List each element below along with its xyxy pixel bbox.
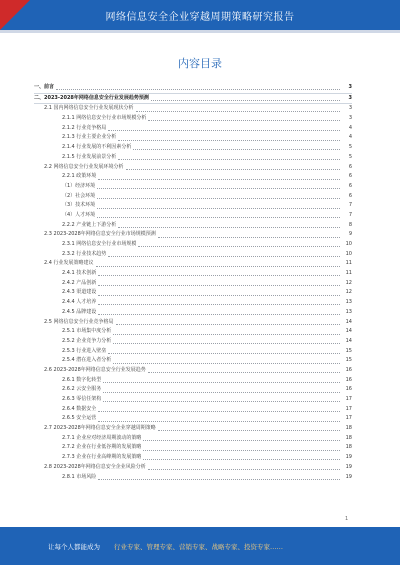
toc-leader-dots: [97, 208, 340, 209]
toc-entry-label: 2.4.1 技术创新: [62, 270, 97, 277]
report-title: 网络信息安全企业穿越周期策略研究报告: [105, 11, 295, 23]
toc-entry-page: 12: [345, 279, 352, 286]
toc-entry-label: （2）社会环境: [62, 192, 96, 199]
toc-leader-dots: [118, 140, 340, 141]
toc-heading: 内容目录: [178, 57, 222, 70]
toc-entry[interactable]: [34, 114, 352, 124]
toc-entry-page: 10: [345, 241, 352, 247]
toc-entry[interactable]: [34, 347, 352, 357]
toc-entry[interactable]: [34, 288, 352, 298]
toc-entry-page: 16: [345, 386, 352, 393]
toc-entry-page: 3: [348, 84, 352, 90]
toc-entry-page: 4: [348, 124, 352, 131]
footer-expertise-list: 行业专家、管理专家、营销专家、战略专家、投资专家……: [114, 542, 283, 551]
toc-entry-label: 2.7.2 企业在行业低谷期的发展策略: [62, 444, 142, 451]
toc-entry-page: 19: [345, 454, 352, 461]
toc-entry-page: 7: [348, 211, 352, 218]
toc-entry[interactable]: [34, 143, 352, 153]
toc-entry-page: 17: [345, 415, 352, 422]
toc-entry[interactable]: [34, 269, 352, 279]
toc-entry-label: 2.5 网络信息安全行业竞争格局: [44, 318, 114, 325]
toc-leader-dots: [143, 459, 340, 460]
toc-entry-label: 一、前言: [34, 84, 55, 90]
table-of-contents: [34, 83, 352, 482]
footer-band: [0, 527, 400, 565]
toc-entry-page: 15: [345, 347, 352, 354]
toc-entry[interactable]: [34, 376, 352, 386]
toc-entry-label: （4）人才环境: [62, 211, 96, 218]
toc-entry-page: 3: [348, 94, 352, 101]
header-band: [0, 0, 400, 30]
toc-entry-label: 2.1 国内网络信息安全行业发展现状分析: [44, 105, 134, 112]
toc-entry[interactable]: [34, 163, 352, 173]
toc-entry-label: 2.5.3 行业进入壁垒: [62, 347, 107, 354]
toc-entry-label: 2.1.1 网络信息安全行业市场规模分析: [62, 115, 147, 122]
header-divider: [0, 30, 400, 33]
toc-leader-dots: [103, 401, 340, 402]
toc-entry-page: 19: [345, 473, 352, 480]
toc-entry-page: 6: [348, 192, 352, 199]
toc-leader-dots: [136, 111, 340, 112]
toc-entry-page: 10: [345, 250, 352, 257]
toc-leader-dots: [113, 343, 340, 344]
toc-entry-label: （3）技术环境: [62, 202, 96, 209]
toc-entry[interactable]: [34, 366, 352, 376]
toc-entry[interactable]: [34, 424, 352, 434]
footer-slogan: 让每个人都能成为: [48, 542, 100, 551]
toc-leader-dots: [133, 149, 340, 150]
toc-leader-dots: [98, 314, 340, 315]
toc-entry[interactable]: [34, 221, 352, 231]
toc-entry-label: 2.7 2023-2028年网络信息安全企业穿越周期策略: [44, 425, 156, 432]
toc-entry-label: 二、2023-2028年网络信息安全行业发展趋势预测: [34, 94, 149, 101]
toc-entry[interactable]: [34, 259, 352, 269]
toc-leader-dots: [98, 179, 340, 180]
toc-entry-label: 2.8.1 市场风险: [62, 473, 97, 480]
toc-leader-dots: [158, 237, 340, 238]
toc-entry-page: 3: [348, 115, 352, 122]
toc-entry[interactable]: [34, 414, 352, 424]
toc-entry-page: 13: [345, 308, 352, 315]
toc-entry[interactable]: [34, 250, 352, 260]
toc-entry[interactable]: [34, 192, 352, 202]
toc-entry-label: 2.5.2 企业竞争力分析: [62, 337, 112, 344]
toc-leader-dots: [118, 159, 340, 160]
toc-leader-dots: [103, 392, 340, 393]
toc-entry[interactable]: [34, 308, 352, 318]
toc-entry-label: 2.1.3 行业主要企业分析: [62, 134, 117, 141]
toc-entry-label: 2.7.1 企业应对经济周期波动的策略: [62, 434, 142, 441]
toc-entry-label: 2.3.1 网络信息安全行业市场规模: [62, 241, 137, 247]
toc-entry-page: 17: [345, 405, 352, 412]
toc-entry-label: 2.8 2023-2028年网络信息安全企业风险分析: [44, 463, 146, 470]
toc-entry[interactable]: [34, 153, 352, 163]
toc-entry-page: 6: [348, 182, 352, 189]
toc-entry-page: 7: [348, 202, 352, 209]
toc-entry-page: 14: [345, 337, 352, 344]
toc-entry-page: 15: [345, 357, 352, 364]
toc-entry-page: 18: [345, 425, 352, 432]
toc-entry-page: 16: [345, 376, 352, 383]
toc-entry-label: 2.3.2 行业技术趋势: [62, 250, 107, 257]
toc-entry-page: 19: [345, 463, 352, 470]
toc-entry-page: 14: [345, 328, 352, 335]
toc-entry-page: 18: [345, 434, 352, 441]
toc-entry-page: 3: [348, 105, 352, 112]
toc-leader-dots: [96, 266, 340, 267]
toc-leader-dots: [148, 372, 340, 373]
toc-entry-label: 2.4 行业发展策略建议: [44, 260, 94, 267]
toc-leader-dots: [98, 304, 340, 305]
toc-entry-label: 2.6.3 零信任架构: [62, 396, 102, 402]
page-number: 1: [345, 516, 349, 522]
toc-entry-page: 9: [348, 231, 352, 238]
toc-entry[interactable]: [34, 327, 352, 337]
toc-leader-dots: [103, 382, 340, 383]
toc-entry[interactable]: [34, 211, 352, 221]
toc-entry-page: 13: [345, 299, 352, 306]
toc-entry-label: 2.1.5 行业发展前景分析: [62, 153, 117, 160]
toc-leader-dots: [126, 169, 340, 170]
toc-leader-dots: [108, 130, 340, 131]
toc-entry[interactable]: [34, 133, 352, 143]
toc-entry-label: 2.2.1 政策环境: [62, 173, 97, 180]
toc-leader-dots: [143, 450, 340, 451]
toc-entry[interactable]: [34, 473, 352, 483]
toc-entry-label: 2.2 网络信息安全行业发展环境分析: [44, 163, 124, 170]
toc-entry[interactable]: [34, 318, 352, 328]
toc-entry[interactable]: [34, 434, 352, 444]
toc-entry-label: 2.6 2023-2028年网络信息安全行业发展趋势: [44, 366, 146, 373]
toc-entry[interactable]: [34, 453, 352, 463]
toc-entry-page: 4: [348, 134, 352, 141]
toc-entry[interactable]: [34, 298, 352, 308]
toc-entry-label: 2.5.4 潜在进入者分析: [62, 357, 112, 364]
toc-entry-label: 2.1.4 行业发展的不利因素分析: [62, 144, 132, 151]
toc-entry-label: 2.5.1 市场集中度分析: [62, 328, 112, 335]
toc-entry-label: 2.3 2023-2028年网络信息安全行业市场规模预测: [44, 231, 156, 238]
toc-entry[interactable]: [34, 230, 352, 240]
toc-entry[interactable]: [34, 279, 352, 289]
toc-entry-label: 2.6.2 云安全服务: [62, 386, 102, 393]
toc-entry-page: 14: [345, 318, 352, 325]
toc-leader-dots: [138, 246, 340, 247]
toc-entry[interactable]: [34, 240, 352, 250]
toc-entry-label: 2.4.3 渠道建设: [62, 289, 97, 296]
toc-entry-page: 8: [348, 221, 352, 228]
toc-entry-page: 18: [345, 444, 352, 451]
toc-entry[interactable]: [34, 405, 352, 415]
toc-leader-dots: [98, 421, 340, 422]
toc-leader-dots: [148, 469, 340, 470]
toc-leader-dots: [148, 120, 340, 121]
toc-entry-label: 2.4.4 人才培养: [62, 299, 97, 306]
toc-entry-label: 2.7.3 企业在行业高峰期的发展策略: [62, 454, 142, 461]
toc-entry-label: 2.6.4 数据安全: [62, 405, 97, 412]
toc-leader-dots: [97, 188, 340, 189]
toc-entry-page: 5: [348, 144, 352, 151]
toc-entry[interactable]: [34, 201, 352, 211]
toc-leader-dots: [98, 479, 340, 480]
toc-leader-dots: [118, 227, 340, 228]
toc-entry-page: 5: [348, 153, 352, 160]
toc-entry-page: 11: [345, 260, 352, 267]
toc-entry-page: 17: [345, 396, 352, 402]
toc-entry-label: 2.4.5 品牌建设: [62, 308, 97, 315]
toc-leader-dots: [98, 285, 340, 286]
toc-entry[interactable]: [34, 83, 352, 93]
toc-entry[interactable]: [34, 443, 352, 453]
toc-leader-dots: [108, 353, 340, 354]
toc-leader-dots: [113, 363, 340, 364]
toc-entry[interactable]: [34, 356, 352, 366]
toc-entry-page: 6: [348, 163, 352, 170]
toc-leader-dots: [143, 440, 340, 441]
toc-entry[interactable]: [34, 395, 352, 405]
toc-entry[interactable]: [34, 94, 352, 104]
toc-entry-label: 2.1.2 行业竞争格局: [62, 124, 107, 131]
toc-entry-page: 6: [348, 173, 352, 180]
toc-leader-dots: [116, 324, 340, 325]
toc-leader-dots: [108, 256, 340, 257]
toc-leader-dots: [98, 275, 340, 276]
toc-entry-label: 2.2.2 产业链上下游分析: [62, 221, 117, 228]
toc-leader-dots: [98, 411, 340, 412]
toc-entry-label: 2.6.1 数字化转型: [62, 376, 102, 383]
toc-entry[interactable]: [34, 172, 352, 182]
toc-leader-dots: [97, 198, 340, 199]
toc-entry[interactable]: [34, 337, 352, 347]
toc-entry-page: 11: [345, 270, 352, 277]
toc-entry-page: 12: [345, 289, 352, 296]
toc-entry-label: 2.6.5 安全运营: [62, 415, 97, 422]
toc-leader-dots: [113, 334, 340, 335]
toc-entry[interactable]: [34, 104, 352, 114]
toc-entry-label: （1）经济环境: [62, 182, 96, 189]
toc-entry[interactable]: [34, 385, 352, 395]
toc-entry-label: 2.4.2 产品创新: [62, 279, 97, 286]
toc-leader-dots: [97, 217, 340, 218]
toc-leader-dots: [151, 100, 340, 101]
toc-entry[interactable]: [34, 463, 352, 473]
toc-leader-dots: [158, 430, 340, 431]
toc-leader-dots: [98, 295, 340, 296]
toc-entry[interactable]: [34, 124, 352, 134]
toc-entry[interactable]: [34, 182, 352, 192]
toc-leader-dots: [56, 89, 340, 90]
toc-entry-page: 16: [345, 366, 352, 373]
